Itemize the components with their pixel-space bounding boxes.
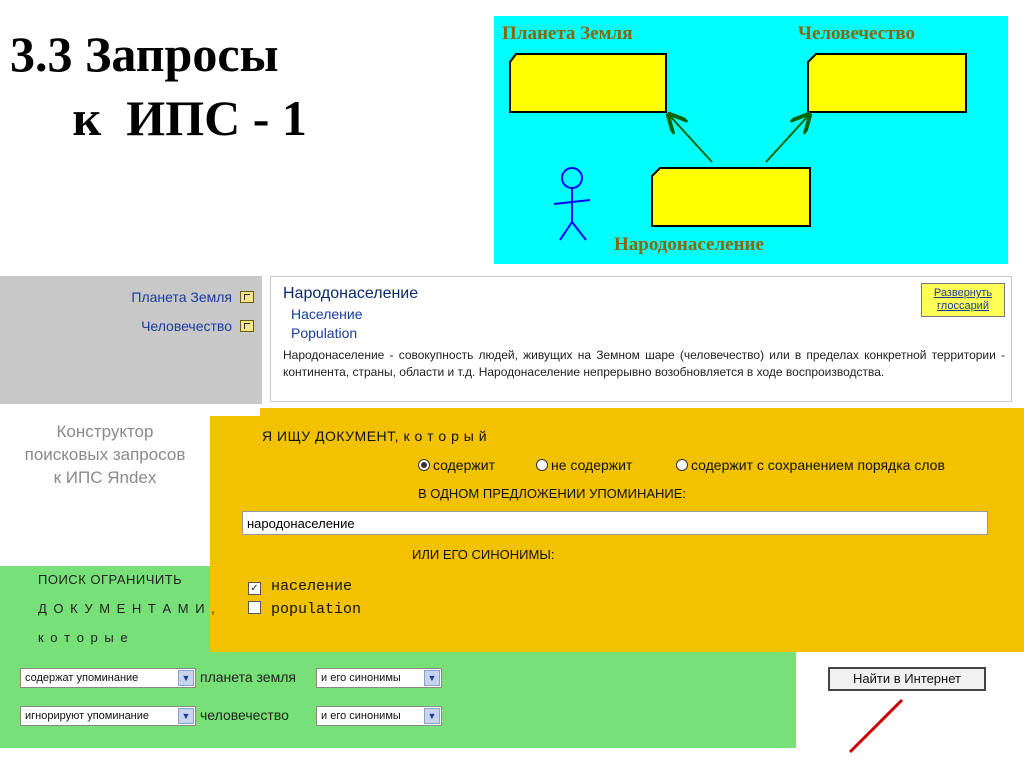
chevron-down-icon[interactable]: ▼ — [424, 708, 440, 724]
synonym-checkbox-row[interactable] — [248, 577, 352, 595]
diagram-arrow-left — [670, 116, 712, 162]
checkbox-checked-icon[interactable]: ✓ — [248, 582, 261, 595]
query-input[interactable] — [242, 511, 988, 535]
expand-glossary-label: Развернуть — [933, 287, 993, 299]
select-value: игнорируют упоминание — [25, 710, 150, 722]
radio-icon[interactable] — [536, 459, 548, 471]
tree-item-humanity[interactable] — [141, 318, 254, 334]
diagram-label-humanity: Человечество — [798, 23, 916, 44]
synonyms-label: ИЛИ ЕГО СИНОНИМЫ: — [412, 547, 555, 562]
constructor-title — [0, 420, 210, 489]
glossary-term: Народонаселение — [283, 285, 419, 302]
slide-title-line1: 3.3 Запросы — [10, 26, 279, 82]
synonym-label: population — [271, 601, 362, 618]
glossary-synonym: Population — [291, 325, 358, 341]
synonym-checkbox-row[interactable] — [248, 600, 361, 618]
glossary-tree — [0, 276, 262, 404]
radio-label: содержит с сохранением порядка слов — [691, 457, 945, 473]
glossary-panel — [270, 276, 1012, 402]
diagram-arrow-right — [766, 116, 808, 162]
filter-synonyms-select[interactable] — [316, 668, 442, 688]
radio-selected-icon[interactable] — [418, 459, 430, 471]
filter-topic: планета земля — [200, 669, 296, 685]
limit-label: Д О К У М Е Н Т А М И , — [38, 601, 217, 616]
select-value: и его синонимы — [321, 710, 401, 722]
filter-mode-select[interactable] — [20, 668, 196, 688]
diagram-shapes — [494, 16, 1008, 264]
diagram-box-humanity — [808, 54, 966, 112]
search-internet-button[interactable]: Найти в Интернет — [828, 667, 986, 691]
radio-label: содержит — [433, 457, 495, 473]
select-value: содержат упоминание — [25, 672, 139, 684]
limit-label: ПОИСК ОГРАНИЧИТЬ — [38, 572, 183, 587]
folder-up-icon[interactable] — [240, 291, 254, 303]
limit-label: к о т о р ы е — [38, 630, 130, 645]
chevron-down-icon[interactable]: ▼ — [178, 670, 194, 686]
select-value: и его синонимы — [321, 672, 401, 684]
expand-glossary-button[interactable] — [921, 283, 1005, 317]
filter-mode-select[interactable] — [20, 706, 196, 726]
filter-synonyms-select[interactable] — [316, 706, 442, 726]
constructor-title-line: Конструктор — [56, 422, 154, 441]
expand-glossary-label: глоссарий — [937, 300, 989, 312]
synonym-label: население — [271, 578, 353, 595]
stick-figure-icon — [554, 168, 590, 240]
tree-item-planet[interactable] — [131, 289, 254, 305]
sentence-label: В ОДНОМ ПРЕДЛОЖЕНИИ УПОМИНАНИЕ: — [418, 486, 687, 501]
chevron-down-icon[interactable]: ▼ — [424, 670, 440, 686]
constructor-title-line: поисковых запросов — [24, 445, 186, 464]
tree-item-label: Человечество — [141, 318, 232, 334]
radio-label: не содержит — [551, 457, 633, 473]
slide-title — [10, 22, 307, 150]
glossary-synonym: Население — [291, 306, 363, 322]
filter-topic: человечество — [200, 707, 289, 723]
seek-label: Я ИЩУ ДОКУМЕНТ, к о т о р ы й — [262, 428, 488, 444]
glossary-definition: Народонаселение - совокупность людей, живущих на Земном шаре (человечество) или в пределах конкретной территории - континента, страны, области и т.д. Народонаселение непрерывно возобновляется в ходе воспроизводства. — [283, 348, 1005, 379]
diagram-box-planet — [510, 54, 666, 112]
radio-not-contains[interactable] — [536, 457, 632, 473]
filter-panel — [0, 652, 796, 748]
red-line-decoration — [846, 698, 906, 754]
folder-up-icon[interactable] — [240, 320, 254, 332]
concept-diagram — [494, 16, 1008, 264]
tree-item-label: Планета Земля — [131, 289, 232, 305]
radio-contains[interactable] — [418, 457, 495, 473]
slide-title-line2: к ИПС - 1 — [10, 90, 307, 146]
constructor-title-line: к ИПС Яndex — [53, 468, 157, 487]
checkbox-icon[interactable] — [248, 601, 261, 614]
diagram-label-planet: Планета Земля — [502, 23, 633, 44]
chevron-down-icon[interactable]: ▼ — [178, 708, 194, 724]
diagram-label-population: Народонаселение — [614, 234, 764, 255]
diagram-box-population — [652, 168, 810, 226]
radio-ordered[interactable] — [676, 457, 945, 473]
radio-icon[interactable] — [676, 459, 688, 471]
